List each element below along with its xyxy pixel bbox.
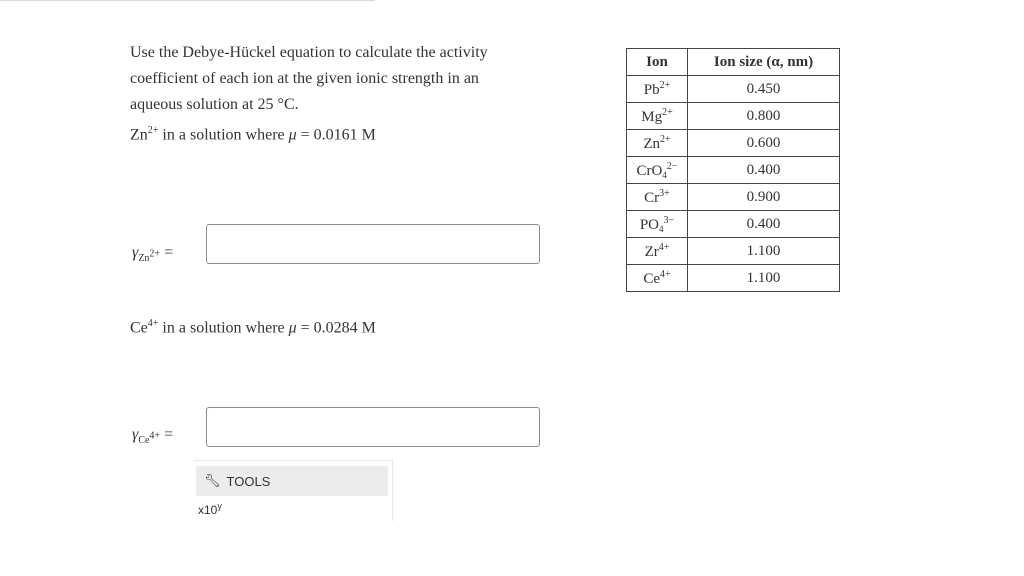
tools-label: TOOLS — [226, 473, 271, 489]
gamma-symbol: γ — [132, 244, 139, 261]
scientific-notation-button[interactable]: x10$^y$ — [198, 501, 222, 517]
ion-size-cell: 0.450 — [688, 76, 840, 103]
table-row — [627, 157, 840, 184]
ion-cell: $Zr^{4+}$ — [627, 238, 688, 265]
header-ion-size: Ion size (α, nm) — [688, 49, 840, 76]
ion-cell: $PO_4^{3-}$ — [627, 211, 688, 238]
ion-size-cell: 0.800 — [688, 103, 840, 130]
wrench-icon: 🔧︎ — [204, 473, 221, 488]
table-row — [627, 130, 840, 157]
ion-size-cell: 1.100 — [688, 238, 840, 265]
table-row — [627, 265, 840, 292]
problem-intro: Use the Debye-Hückel equation to calculate the activity coefficient of each ion at the given ionic strength in an aqueous solution at 25 °C. — [130, 44, 488, 113]
q2-ion-charge: 4+ — [147, 318, 159, 329]
ion-cell: $Mg^{2+}$ — [627, 103, 688, 130]
ion-cell: $Pb^{2+}$ — [627, 76, 688, 103]
q2-ionic-strength: = 0.0284 M — [296, 319, 376, 337]
q2-mu-symbol: μ — [288, 319, 297, 337]
table-header-row — [627, 49, 840, 76]
gamma-subscript: Zn2+ — [138, 248, 161, 265]
ion-size-cell: 1.100 — [688, 265, 840, 292]
q1-ion: Zn — [130, 126, 148, 144]
gamma-subscript: Ce4+ — [138, 430, 161, 447]
q2-mid-text: in a solution where — [158, 319, 289, 337]
header-ion: Ion — [627, 49, 688, 76]
ion-cell: $Cr^{3+}$ — [627, 184, 688, 211]
equals-sign: = — [164, 244, 174, 261]
gamma-zn-answer-input[interactable] — [206, 224, 540, 264]
q1-mu-symbol: μ — [288, 126, 297, 144]
ion-size-cell: 0.900 — [688, 184, 840, 211]
gamma-zn-label — [132, 244, 173, 264]
question-2-text — [130, 318, 376, 337]
tools-button[interactable] — [196, 466, 388, 496]
tools-panel — [194, 460, 393, 521]
ion-size-cell: 0.400 — [688, 157, 840, 184]
question-1-text — [130, 125, 376, 144]
ion-cell: $Zn^{2+}$ — [627, 130, 688, 157]
gamma-ce-label — [132, 426, 173, 446]
table-row — [627, 211, 840, 238]
ion-cell: CrO$_4^{2-}$ — [627, 157, 688, 184]
table-row — [627, 103, 840, 130]
gamma-ce-answer-input[interactable] — [206, 407, 540, 447]
table-row — [627, 238, 840, 265]
table-row — [627, 184, 840, 211]
ion-size-cell: 0.400 — [688, 211, 840, 238]
q1-mid-text: in a solution where — [158, 126, 289, 144]
q2-ion: Ce — [130, 319, 148, 337]
equals-sign: = — [164, 426, 174, 443]
ion-size-table — [626, 48, 840, 292]
ion-cell: $Ce^{4+}$ — [627, 265, 688, 292]
q1-ionic-strength: = 0.0161 M — [296, 126, 376, 144]
gamma-symbol: γ — [132, 426, 139, 443]
ion-size-cell: 0.600 — [688, 130, 840, 157]
q1-ion-charge: 2+ — [147, 125, 159, 136]
top-divider — [0, 0, 375, 1]
table-row — [627, 76, 840, 103]
